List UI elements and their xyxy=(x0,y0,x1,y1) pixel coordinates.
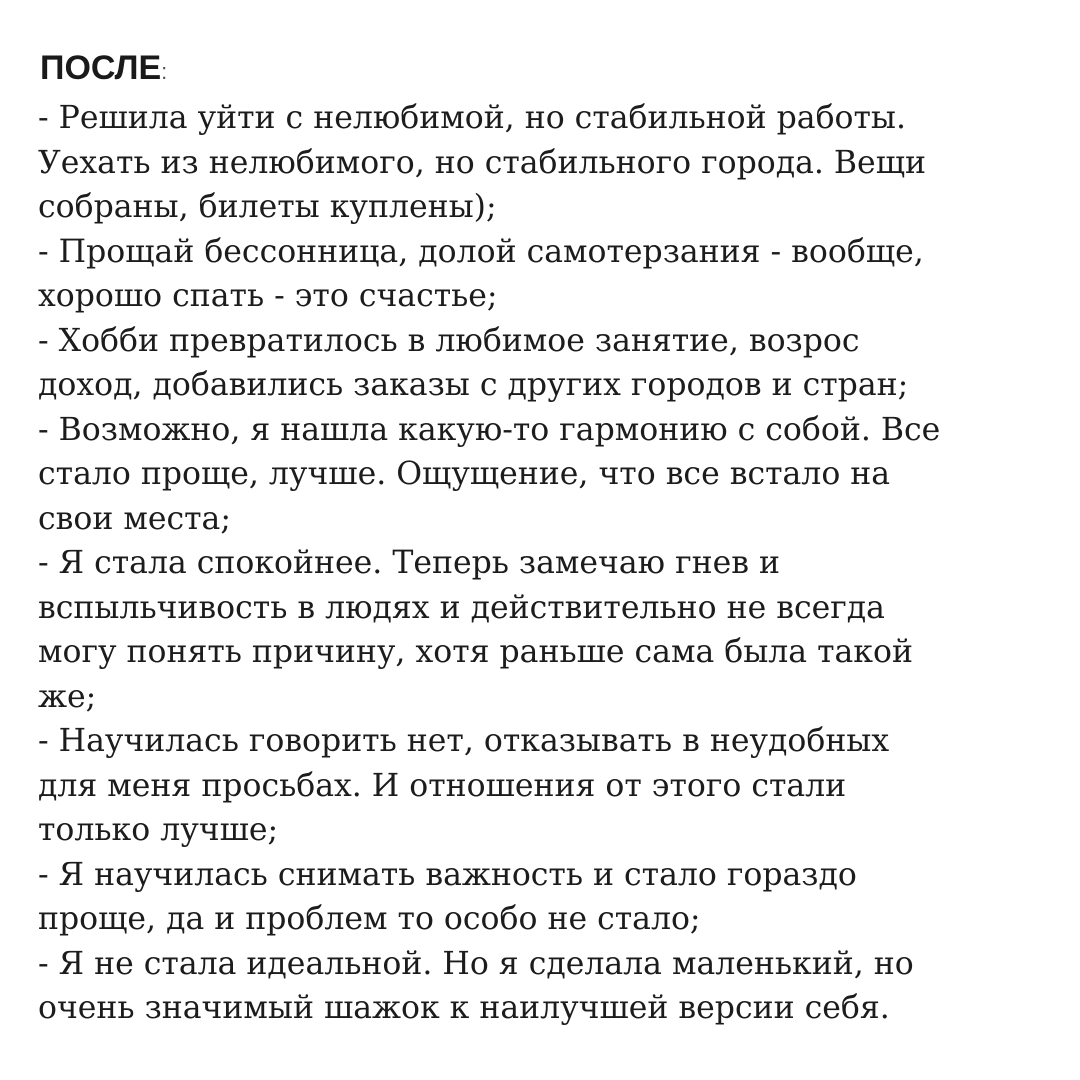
text-line: - Возможно, я нашла какую-то гармонию с собой. Все xyxy=(38,411,941,448)
text-line: - Я научилась снимать важность и стало гораздо xyxy=(38,856,857,893)
text-line: только лучше; xyxy=(38,812,279,848)
text-line: могу понять причину, хотя раньше сама была такой xyxy=(38,634,913,670)
text-line: - Я не стала идеальной. Но я сделала маленький, но xyxy=(38,945,914,982)
text-line: - Научилась говорить нет, отказывать в неудобных xyxy=(38,723,890,759)
page-title xyxy=(40,46,167,94)
text-line: - Хобби превратилось в любимое занятие, возрос xyxy=(38,322,860,359)
text-line: - Решила уйти с нелюбимой, но стабильной работы. xyxy=(38,100,907,136)
body-text xyxy=(38,96,1048,1031)
text-line: проще, да и проблем то особо не стало; xyxy=(38,901,701,937)
text-line: собраны, билеты куплены); xyxy=(38,189,497,225)
text-line: очень значимый шажок к наилучшей версии себя. xyxy=(38,990,890,1026)
text-line: свои места; xyxy=(38,500,231,537)
text-line: - Прощай бессонница, долой самотерзания - вообще, xyxy=(38,233,924,270)
text-line: же; xyxy=(38,678,97,715)
title-colon: : xyxy=(161,59,168,84)
text-line: Уехать из нелюбимого, но стабильного города. Вещи xyxy=(38,144,926,181)
text-line: вспыльчивость в людях и действительно не всегда xyxy=(38,589,885,626)
text-line: - Я стала спокойнее. Теперь замечаю гнев и xyxy=(38,545,780,581)
text-line: стало проще, лучше. Ощущение, что все встало на xyxy=(38,456,891,492)
text-line: хорошо спать - это счастье; xyxy=(38,278,498,314)
text-line: доход, добавились заказы с других городов и стран; xyxy=(38,367,909,403)
text-line: для меня просьбах. И отношения от этого стали xyxy=(38,767,847,804)
title-text: ПОСЛЕ xyxy=(40,49,162,87)
